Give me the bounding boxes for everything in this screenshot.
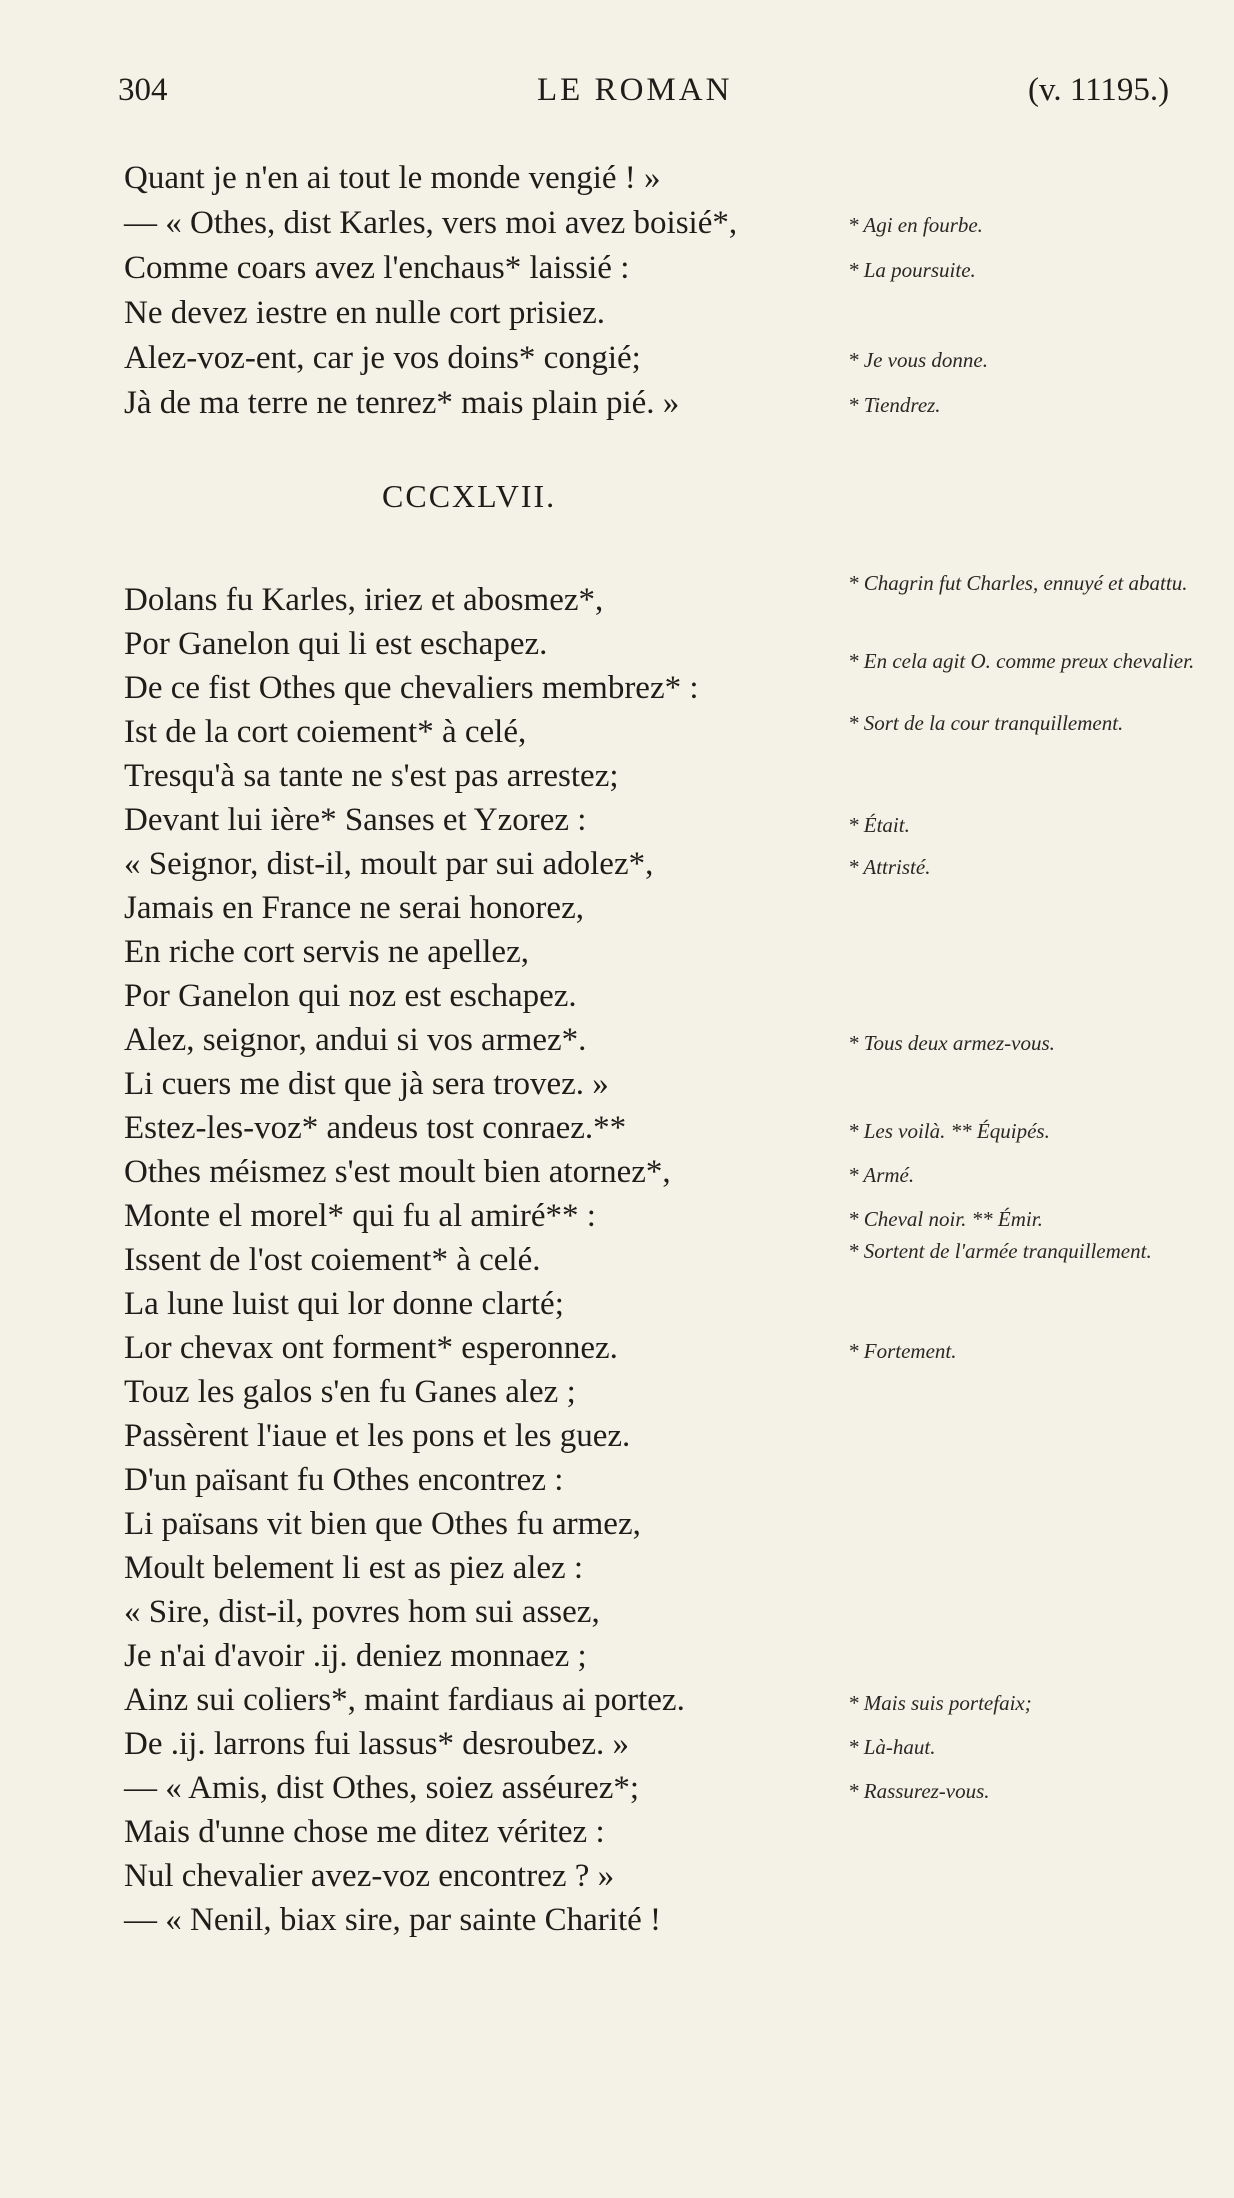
footnote: * Attristé. (848, 855, 931, 879)
verse-line: Alez, seignor, andui si vos armez*. (124, 1022, 587, 1058)
verse-line: D'un païsant fu Othes encontrez : (124, 1462, 564, 1498)
footnote: * Était. (848, 813, 910, 837)
footnote: * Mais suis portefaix; (848, 1691, 1032, 1715)
verse-line: Lor chevax ont forment* esperonnez. (124, 1330, 618, 1366)
verse-line: La lune luist qui lor donne clarté; (124, 1286, 564, 1322)
running-title: LE ROMAN (537, 72, 733, 108)
verse-line: Jamais en France ne serai honorez, (124, 890, 584, 926)
verse-line: En riche cort servis ne apellez, (124, 934, 529, 970)
verse-line: Tresqu'à sa tante ne s'est pas arrestez; (124, 758, 619, 794)
verse-line: De ce fist Othes que chevaliers membrez* : (124, 670, 699, 706)
footnote: * Tous deux armez-vous. (848, 1031, 1055, 1055)
verse-line: « Sire, dist-il, povres hom sui assez, (124, 1594, 600, 1630)
footnote: * Agi en fourbe. (848, 213, 983, 237)
footnote: * Fortement. (848, 1339, 957, 1363)
verse-line: Je n'ai d'avoir .ij. deniez monnaez ; (124, 1638, 587, 1674)
verse-line: Devant lui ière* Sanses et Yzorez : (124, 802, 587, 838)
verse-reference: (v. 11195.) (1028, 72, 1170, 108)
footnote: * Je vous donne. (848, 348, 988, 372)
footnote: * Les voilà. ** Équipés. (848, 1119, 1050, 1143)
verse-line: Dolans fu Karles, iriez et abosmez*, (124, 582, 604, 618)
verse-line: Passèrent l'iaue et les pons et les guez. (124, 1418, 631, 1454)
verse-line: Quant je n'en ai tout le monde vengié ! » (124, 160, 661, 196)
page-number: 304 (118, 72, 168, 108)
verse-line: Mais d'unne chose me ditez véritez : (124, 1814, 605, 1850)
verse-line: Ist de la cort coiement* à celé, (124, 714, 527, 750)
footnote: * Sort de la cour tranquillement. (848, 711, 1124, 735)
section-heading: CCCXLVII. (382, 478, 557, 514)
verse-line: Ainz sui coliers*, maint fardiaus ai portez. (124, 1682, 685, 1718)
footnote: * Tiendrez. (848, 393, 941, 417)
verse-line: — « Othes, dist Karles, vers moi avez boisié*, (124, 205, 738, 241)
verse-line: Touz les galos s'en fu Ganes alez ; (124, 1374, 576, 1410)
verse-line: Nul chevalier avez-voz encontrez ? » (124, 1858, 615, 1894)
page-header (0, 72, 1234, 132)
footnote: * Cheval noir. ** Émir. (848, 1207, 1043, 1231)
footnote: * Armé. (848, 1163, 915, 1187)
verse-line: Moult belement li est as piez alez : (124, 1550, 584, 1586)
footnote: * En cela agit O. comme preux chevalier. (848, 649, 1195, 673)
verse-line: Li païsans vit bien que Othes fu armez, (124, 1506, 641, 1542)
verse-line: Por Ganelon qui noz est eschapez. (124, 978, 577, 1014)
footnote: * Chagrin fut Charles, ennuyé et abattu. (848, 571, 1188, 595)
footnote: * Sortent de l'armée tranquillement. (848, 1239, 1152, 1263)
verse-line: Estez-les-voz* andeus tost conraez.** (124, 1110, 627, 1146)
verse-line: Othes méismez s'est moult bien atornez*, (124, 1154, 671, 1190)
verse-line: Monte el morel* qui fu al amiré** : (124, 1198, 596, 1234)
footnote: * Rassurez-vous. (848, 1779, 990, 1803)
footnote: * La poursuite. (848, 258, 976, 282)
footnote: * Là-haut. (848, 1735, 936, 1759)
verse-line: Alez-voz-ent, car je vos doins* congié; (124, 340, 641, 376)
verse-line: Ne devez iestre en nulle cort prisiez. (124, 295, 606, 331)
verse-line: Comme coars avez l'enchaus* laissié : (124, 250, 630, 286)
verse-line: Li cuers me dist que jà sera trovez. » (124, 1066, 609, 1102)
verse-line: — « Amis, dist Othes, soiez asséurez*; (124, 1770, 640, 1806)
verse-line: Por Ganelon qui li est eschapez. (124, 626, 548, 662)
verse-line: « Seignor, dist-il, moult par sui adolez*, (124, 846, 654, 882)
verse-line: Issent de l'ost coiement* à celé. (124, 1242, 541, 1278)
verse-line: — « Nenil, biax sire, par sainte Charité ! (124, 1902, 662, 1938)
verse-line: Jà de ma terre ne tenrez* mais plain pié. » (124, 385, 680, 421)
verse-line: De .ij. larrons fui lassus* desroubez. » (124, 1726, 629, 1762)
